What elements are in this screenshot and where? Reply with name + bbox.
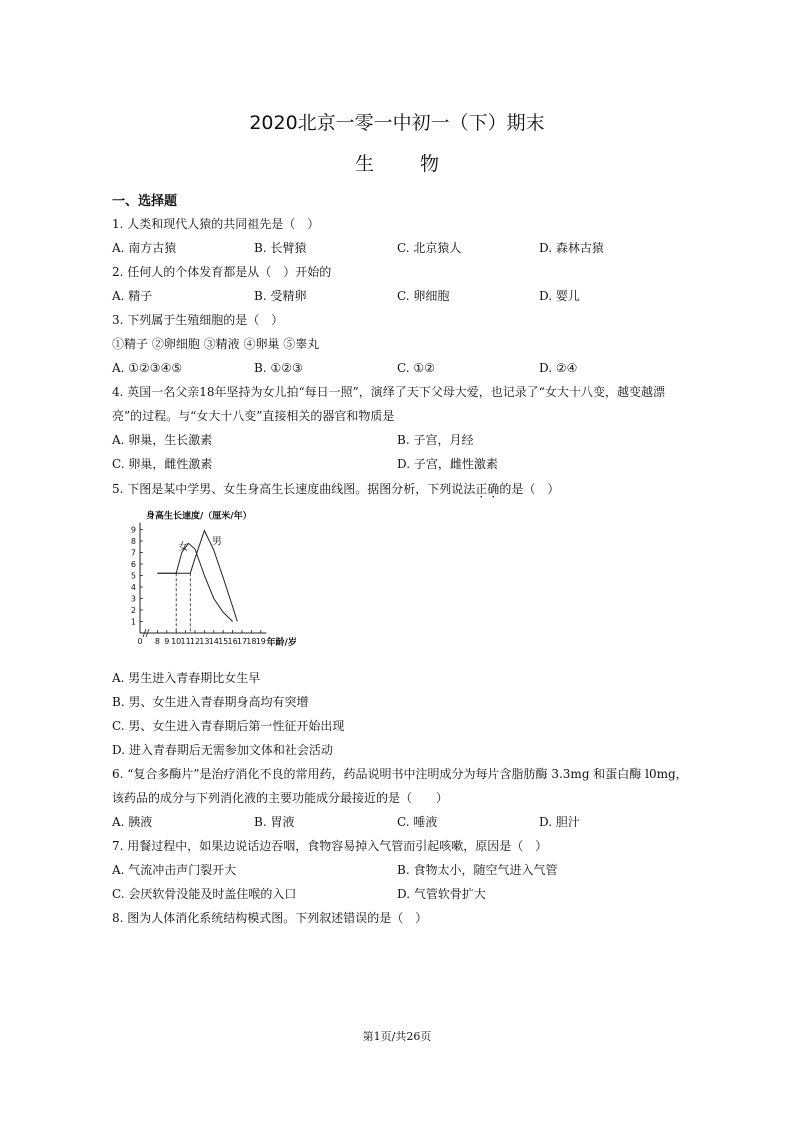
x-tick-label: 13	[199, 637, 210, 646]
q1-option-d[interactable]: D. 森林古猿	[539, 241, 604, 255]
question-4-stem-line1: 4. 英国一名父亲18年坚持为女儿拍“每日一照”，演绎了天下父母大爱，也记录了“女大十八变，越变越漂	[112, 385, 665, 399]
q5-option-a[interactable]: A. 男生进入青春期比女生早	[112, 671, 261, 685]
section-heading: 一、选择题	[112, 194, 178, 209]
q1-option-c[interactable]: C. 北京猿人	[397, 241, 462, 255]
x-tick-label: 10	[171, 637, 182, 646]
q3-option-a[interactable]: A. ①②③④⑤	[112, 361, 183, 375]
q6-option-a[interactable]: A. 胰液	[112, 815, 153, 829]
x-tick-label: 9	[164, 637, 170, 646]
q4-option-d[interactable]: D. 子宫，雌性激素	[397, 457, 498, 471]
question-1-stem: 1. 人类和现代人猿的共同祖先是（ ）	[112, 217, 320, 231]
q5-emphasis-2: 确	[487, 482, 500, 496]
series-label-female: 女	[178, 542, 189, 554]
y-tick-label: 4	[130, 583, 136, 592]
q4-option-a[interactable]: A. 卵巢，生长激素	[112, 433, 213, 447]
question-5-stem	[112, 481, 559, 497]
question-3-items: ①精子 ②卵细胞 ③精液 ④卵巢 ⑤睾丸	[112, 337, 320, 351]
series-label-male: 男	[211, 536, 222, 548]
series-line-male	[157, 531, 237, 622]
q2-option-b[interactable]: B. 受精卵	[254, 289, 307, 303]
x-tick-label: 11	[180, 637, 191, 646]
q7-option-a[interactable]: A. 气流冲击声门裂开大	[112, 863, 237, 877]
x-tick-label: 17	[236, 637, 248, 646]
q6-option-c[interactable]: C. 唾液	[397, 815, 438, 829]
question-6-stem-line1: 6. “复合多酶片”是治疗消化不良的常用药，药品说明书中注明成分为每片含脂肪酶 3.3mg 和蛋白酶 l0mg，	[112, 767, 688, 781]
y-tick-label: 5	[130, 571, 136, 581]
x-tick-label: 8	[154, 637, 160, 646]
growth-speed-chart	[126, 510, 356, 660]
q2-option-d[interactable]: D. 婴儿	[539, 289, 580, 303]
x-axis-label: 年龄/岁	[266, 638, 297, 648]
x-tick-label: 18	[246, 637, 257, 646]
q5-stem-pre: 5. 下图是某中学男、女生身高生长速度曲线图。据图分析，下列说法	[112, 482, 476, 496]
q5-emphasis-1: 正	[475, 482, 488, 496]
q7-option-d[interactable]: D. 气管软骨扩大	[397, 887, 486, 901]
y-axis-label: 身高生长速度/（厘米/年）	[146, 511, 252, 522]
y-tick-label: 9	[130, 525, 136, 535]
x-tick-label: 15	[218, 637, 229, 646]
question-6-stem-line2: 该药品的成分与下列消化液的主要功能成分最接近的是（ ）	[112, 791, 449, 805]
page-footer: 第1页/共26页	[362, 1030, 432, 1043]
q7-option-c[interactable]: C. 会厌软骨没能及时盖住喉的入口	[112, 887, 297, 901]
y-tick-label: 6	[130, 560, 136, 569]
q7-option-b[interactable]: B. 食物太小，随空气进入气管	[397, 863, 558, 877]
y-tick-label: 3	[130, 594, 136, 604]
q5-option-c[interactable]: C. 男、女生进入青春期后第一性征开始出现	[112, 719, 345, 733]
page-subtitle: 生物	[354, 153, 485, 175]
y-tick-label: 1	[130, 617, 136, 627]
q2-option-a[interactable]: A. 精子	[112, 289, 153, 303]
q1-option-b[interactable]: B. 长臂猿	[254, 241, 307, 255]
question-8-stem: 8. 图为人体消化系统结构模式图。下列叙述错误的是（ ）	[112, 911, 428, 925]
q3-option-c[interactable]: C. ①②	[397, 361, 435, 375]
question-3-stem: 3. 下列属于生殖细胞的是（ ）	[112, 313, 284, 327]
q2-option-c[interactable]: C. 卵细胞	[397, 289, 450, 303]
q6-option-b[interactable]: B. 胃液	[254, 815, 295, 829]
question-7-stem: 7. 用餐过程中，如果边说话边吞咽，食物容易掉入气管而引起咳嗽，原因是（ ）	[112, 839, 548, 853]
page-title: 2020北京一零一中初一（下）期末	[249, 112, 545, 134]
series-line-female	[157, 543, 232, 621]
q5-option-b[interactable]: B. 男、女生进入青春期身高均有突增	[112, 695, 309, 709]
x-tick-label: 14	[208, 637, 219, 646]
q4-option-c[interactable]: C. 卵巢，雌性激素	[112, 457, 213, 471]
question-4-stem-line2: 亮”的过程。与“女大十八变”直接相关的器官和物质是	[112, 409, 395, 423]
y-tick-label: 2	[130, 606, 136, 615]
q3-option-d[interactable]: D. ②④	[539, 361, 578, 375]
q6-option-d[interactable]: D. 胆汁	[539, 815, 580, 829]
q1-option-a[interactable]: A. 南方古猿	[112, 241, 177, 255]
q5-option-d[interactable]: D. 进入青春期后无需参加文体和社会活动	[112, 743, 333, 757]
y-tick-label: 8	[130, 537, 136, 546]
x-tick-label: 19	[255, 637, 266, 646]
q4-option-b[interactable]: B. 子宫，月经	[397, 433, 474, 447]
q5-stem-post: 的是（ ）	[499, 482, 560, 496]
q3-option-b[interactable]: B. ①②③	[254, 361, 303, 375]
y-tick-label: 7	[130, 548, 136, 558]
x-tick-label: 0	[137, 637, 143, 646]
x-tick-label: 12	[189, 637, 201, 646]
x-tick-label: 16	[227, 637, 238, 646]
question-2-stem: 2. 任何人的个体发育都是从（ ）开始的	[112, 265, 332, 279]
